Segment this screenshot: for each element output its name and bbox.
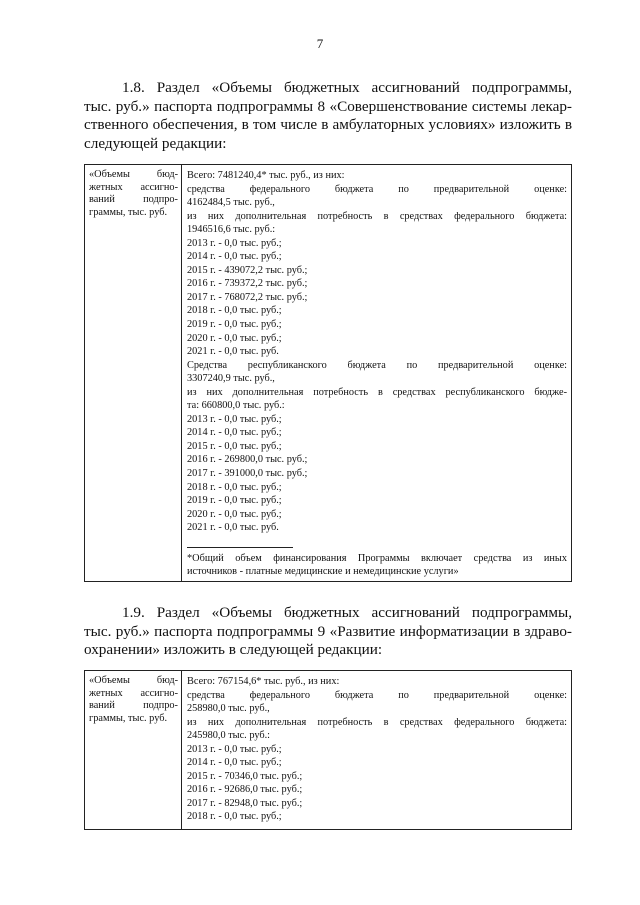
content-line: 2014 г. - 0,0 тыс. руб.; (187, 251, 282, 263)
footnote-line: источников - платные медицинские и немедицинские услуги» (187, 565, 459, 577)
content-line: 2016 г. - 739372,2 тыс. руб.; (187, 278, 308, 290)
content-line: 2020 г. - 0,0 тыс. руб.; (187, 508, 282, 520)
content-line: 2018 г. - 0,0 тыс. руб.; (187, 305, 282, 317)
content-line: 2019 г. - 0,0 тыс. руб.; (187, 495, 282, 507)
content-line: средства федерального бюджета по предварительной оценке: (187, 689, 567, 701)
content-line: 2014 г. - 0,0 тыс. руб.; (187, 427, 282, 439)
content-line: 2021 г. - 0,0 тыс. руб. (187, 522, 279, 534)
footnote (187, 552, 567, 578)
content-line: 2015 г. - 70346,0 тыс. руб.; (187, 770, 303, 782)
paragraph-line: ственного обеспечения, в том числе в амбулаторных условиях» изложить в (84, 116, 572, 133)
paragraph-line: 1.8. Раздел «Объемы бюджетных ассигнований подпрограммы, (122, 79, 572, 96)
content-line: 1946516,6 тыс. руб.: (187, 224, 276, 236)
label-line: жетных ассигно- (89, 181, 178, 193)
table-label-cell (85, 671, 182, 829)
content-line: 2013 г. - 0,0 тыс. руб.; (187, 743, 282, 755)
paragraph-line: тыс. руб.» паспорта подпрограммы 9 «Развитие информатизации в здраво- (84, 622, 572, 640)
label-line: граммы, тыс. руб. (89, 206, 168, 218)
label-line: ваний подпро- (89, 194, 178, 206)
paragraph-line: 1.9. Раздел «Объемы бюджетных ассигнований подпрограммы, (122, 604, 572, 621)
content-line: 2019 г. - 0,0 тыс. руб.; (187, 319, 282, 331)
paragraph-line: тыс. руб.» паспорта подпрограммы 8 «Совершенствование системы лекар- (84, 97, 572, 115)
content-line: средства федерального бюджета по предварительной оценке: (187, 183, 567, 195)
content-line: из них дополнительная потребность в средствах республиканского бюдже- (187, 386, 567, 398)
content-line: Всего: 767154,6* тыс. руб., из них: (187, 676, 340, 687)
content-line: Средства республиканского бюджета по предварительной оценке: (187, 359, 567, 371)
page-number: 7 (316, 36, 324, 51)
label-line: жетных ассигно- (89, 687, 178, 699)
content-line: 2017 г. - 768072,2 тыс. руб.; (187, 291, 308, 303)
content-line: та: 660800,0 тыс. руб.: (187, 400, 285, 412)
content-line: 2017 г. - 82948,0 тыс. руб.; (187, 797, 303, 809)
content-line: 245980,0 тыс. руб.: (187, 730, 271, 742)
content-line: из них дополнительная потребность в средствах федерального бюджета: (187, 210, 567, 222)
content-line: 2016 г. - 92686,0 тыс. руб.; (187, 784, 303, 796)
content-line: 2017 г. - 391000,0 тыс. руб.; (187, 468, 308, 480)
label-line: «Объемы бюд- (89, 169, 178, 180)
content-line: 2015 г. - 439072,2 тыс. руб.; (187, 264, 308, 276)
content-line: Всего: 7481240,4* тыс. руб., из них: (187, 170, 345, 181)
content-line: 4162484,5 тыс. руб., (187, 197, 275, 209)
content-line: 2016 г. - 269800,0 тыс. руб.; (187, 454, 308, 466)
content-line: 2021 г. - 0,0 тыс. руб. (187, 346, 279, 358)
table-content-cell (182, 165, 571, 581)
content-line: 2014 г. - 0,0 тыс. руб.; (187, 757, 282, 769)
content-line: 2018 г. - 0,0 тыс. руб.; (187, 811, 282, 823)
content-line: из них дополнительная потребность в средствах федерального бюджета: (187, 716, 567, 728)
content-line: 2013 г. - 0,0 тыс. руб.; (187, 237, 282, 249)
label-line: «Объемы бюд- (89, 675, 178, 686)
budget-table-subprogram-9 (84, 670, 572, 830)
footnote-divider (187, 547, 293, 548)
content-line: 2013 г. - 0,0 тыс. руб.; (187, 413, 282, 425)
table-label-cell (85, 165, 182, 581)
label-line: граммы, тыс. руб. (89, 712, 168, 724)
section-1-9-paragraph (84, 604, 572, 660)
paragraph-line: следующей редакции: (84, 134, 227, 152)
paragraph-line: охранении» изложить в следующей редакции: (84, 641, 383, 658)
content-line: 2018 г. - 0,0 тыс. руб.; (187, 481, 282, 493)
table-content-cell (182, 671, 571, 829)
content-line: 3307240,9 тыс. руб., (187, 373, 275, 385)
budget-table-subprogram-8 (84, 164, 572, 582)
label-line: ваний подпро- (89, 700, 178, 712)
content-line: 2015 г. - 0,0 тыс. руб.; (187, 440, 282, 452)
content-line: 258980,0 тыс. руб., (187, 703, 270, 715)
content-line: 2020 г. - 0,0 тыс. руб.; (187, 332, 282, 344)
footnote-line: *Общий объем финансирования Программы включает средства из иных (187, 552, 567, 564)
section-1-8-paragraph (84, 79, 572, 153)
